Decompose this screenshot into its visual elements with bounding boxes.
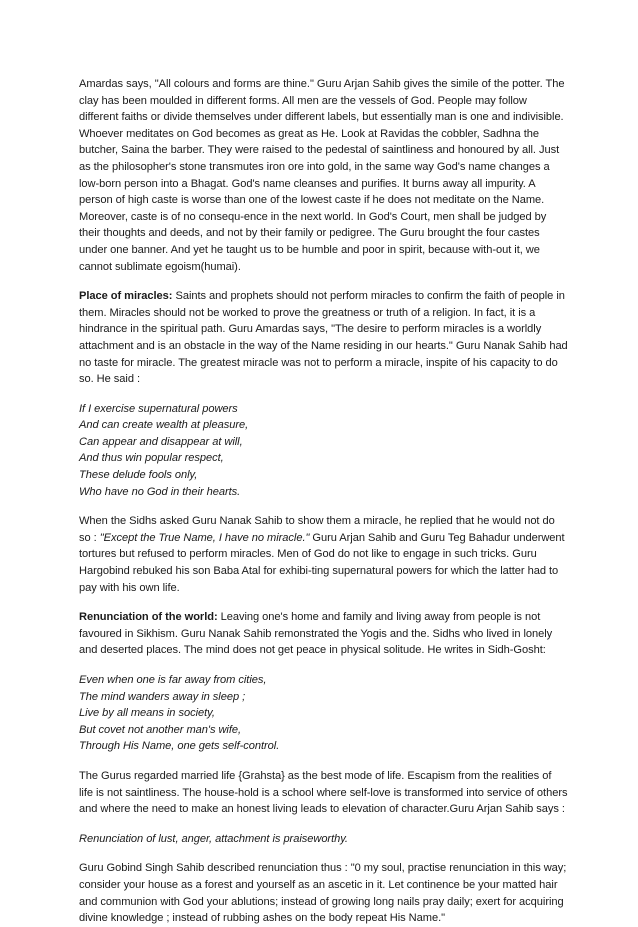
heading-renunciation: Renunciation of the world: xyxy=(79,611,218,624)
sidhs-intro: When the Sidhs asked Guru Nanak Sahib to show them a miracle, he replied that he would not do so : xyxy=(79,515,555,544)
verse-line: And can create wealth at pleasure, xyxy=(79,419,249,432)
verse-line: The mind wanders away in sleep ; xyxy=(79,690,246,703)
sidhs-rest: Guru Arjan Sahib and Guru Teg Bahadur underwent tortures but refused to perform miracles. Men of God do not like to engage in such tricks. Guru Hargobind rebuked his son Baba Atal for exhibi-ting supernatural powers for which the latter had to pay with his own life. xyxy=(79,531,565,594)
verse-line: But covet not another man's wife, xyxy=(79,723,242,736)
verse-sidh-gosht xyxy=(79,672,568,755)
paragraph-gobind-singh: Guru Gobind Singh Sahib described renunciation thus : "0 my soul, practise renunciation in this way; consider your house as a forest and yourself as an ascetic in it. Let continence be your matted hair and communion with God your ablutions; instead of growing long nails pray daily; exert for acquiring divine knowledge ; instead of rubbing ashes on the body repeat His Name." xyxy=(79,862,567,925)
miracles-body: Saints and prophets should not perform miracles to confirm the faith of people in them. Miracles should not be worked to prove the greatness or truth of a religion. In fact, it is a hindrance in the spiritual path. Guru Amardas says, "The desire to perform miracles is a worldly attachment and is an obstacle in the way of the Name residing in our hearts." Guru Nanak Sahib had no taste for miracle. The greatest miracle was not to perform a miracle, inspite of his capacity to do so. He said : xyxy=(79,290,568,386)
verse-miracles xyxy=(79,401,568,501)
paragraph-miracles xyxy=(79,288,568,388)
verse-line: Who have no God in their hearts. xyxy=(79,485,241,498)
verse-line: And thus win popular respect, xyxy=(79,452,224,465)
verse-line: These delude fools only, xyxy=(79,469,198,482)
paragraph-married-life: The Gurus regarded married life {Grahsta} as the best mode of life. Escapism from the realities of life is not saintliness. The house-hold is a school where self-love is transformed into service of others and where the need to make an honest living leads to elevation of character.Guru Arjan Sahib says : xyxy=(79,769,568,816)
verse-line: If I exercise supernatural powers xyxy=(79,402,238,415)
heading-miracles: Place of miracles: xyxy=(79,290,173,303)
renunciation-body: Leaving one's home and family and living away from people is not favoured in Sikhism. Guru Nanak Sahib remonstrated the Yogis and the. Sidhs who lived in lonely and deserted places. The mind does not get peace in physical solitude. He writes in Sidh-Gosht: xyxy=(79,611,553,657)
quote-renunciation: Renunciation of lust, anger, attachment is praiseworthy. xyxy=(79,832,348,845)
verse-line: Live by all means in society, xyxy=(79,707,215,720)
paragraph-renunciation xyxy=(79,609,568,659)
paragraph-caste: Amardas says, "All colours and forms are thine." Guru Arjan Sahib gives the simile of the potter. The clay has been moulded in different forms. All men are the vessels of God. People may follow different faiths or divide themselves under different labels, but essentially man is one and indivisible. Whoever meditates on God becomes as great as He. Look at Ravidas the cobbler, Sadhna the butcher, Saina the barber. They were raised to the pedestal of saintliness and honoured by all. Just as the philosopher's stone transmutes iron ore into gold, in the same way God's name changes a low-born person into a Bhagat. God's name cleanses and purifies. It burns away all impurity. A person of high caste is worse than one of the lowest caste if he does not meditate on the Name. Moreover, caste is of no consequ-ence in the next world. In God's Court, men shall be judged by their thoughts and deeds, and not by their family or pedigree. The Guru brought the four castes under one banner. And yet he taught us to be humble and poor in spirit, because with-out it, we cannot sublimate egoism(humai). xyxy=(79,78,565,273)
sidhs-quote: "Except the True Name, I have no miracle." xyxy=(99,531,310,544)
verse-line: Can appear and disappear at will, xyxy=(79,435,243,448)
verse-line: Through His Name, one gets self-control. xyxy=(79,740,280,753)
verse-line: Even when one is far away from cities, xyxy=(79,674,267,686)
paragraph-sidhs xyxy=(79,513,568,596)
